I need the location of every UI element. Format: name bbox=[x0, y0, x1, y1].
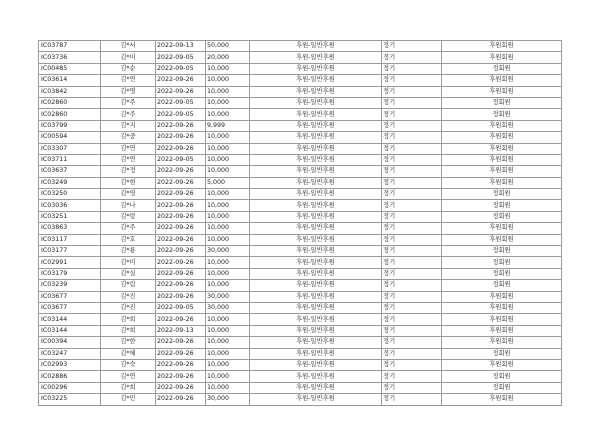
donor-name-cell: 김*진 bbox=[101, 291, 156, 302]
donation-date-cell: 2022-09-26 bbox=[156, 132, 206, 143]
member-type-cell: 정회원 bbox=[442, 280, 562, 291]
table-row bbox=[39, 291, 562, 302]
donor-id-cell: IC03144 bbox=[39, 325, 101, 336]
donation-category-cell: 후원-일반후원 bbox=[250, 200, 382, 211]
donor-id-cell: IC02886 bbox=[39, 371, 101, 382]
donor-name-cell: 김*호 bbox=[101, 234, 156, 245]
member-type-cell: 정회원 bbox=[442, 268, 562, 279]
member-type-cell: 후원회원 bbox=[442, 75, 562, 86]
table-row bbox=[39, 41, 562, 52]
donation-date-cell: 2022-09-26 bbox=[156, 257, 206, 268]
donation-amount-cell: 10,000 bbox=[206, 268, 250, 279]
member-type-cell: 후원회원 bbox=[442, 325, 562, 336]
donation-amount-cell: 10,000 bbox=[206, 109, 250, 120]
table-row bbox=[39, 143, 562, 154]
donation-cycle-cell: 정기 bbox=[382, 132, 442, 143]
table-row bbox=[39, 268, 562, 279]
donor-id-cell: IC03249 bbox=[39, 177, 101, 188]
donation-category-cell: 후원-일반후원 bbox=[250, 97, 382, 108]
table-row bbox=[39, 325, 562, 336]
donor-id-cell: IC03250 bbox=[39, 189, 101, 200]
table-row bbox=[39, 337, 562, 348]
donation-amount-cell: 10,000 bbox=[206, 359, 250, 370]
donor-name-cell: 김*현 bbox=[101, 177, 156, 188]
donor-name-cell: 김*주 bbox=[101, 109, 156, 120]
donor-name-cell: 김*미 bbox=[101, 52, 156, 63]
donation-cycle-cell: 정기 bbox=[382, 52, 442, 63]
donation-category-cell: 후원-일반후원 bbox=[250, 394, 382, 405]
donor-name-cell: 김*희 bbox=[101, 325, 156, 336]
donation-date-cell: 2022-09-05 bbox=[156, 109, 206, 120]
donation-date-cell: 2022-09-26 bbox=[156, 382, 206, 393]
table-row bbox=[39, 132, 562, 143]
donation-date-cell: 2022-09-26 bbox=[156, 348, 206, 359]
donation-cycle-cell: 정기 bbox=[382, 109, 442, 120]
donation-amount-cell: 10,000 bbox=[206, 223, 250, 234]
donation-category-cell: 후원-일반후원 bbox=[250, 120, 382, 131]
donation-cycle-cell: 정기 bbox=[382, 359, 442, 370]
donor-id-cell: IC02993 bbox=[39, 359, 101, 370]
donation-date-cell: 2022-09-26 bbox=[156, 246, 206, 257]
donation-amount-cell: 30,000 bbox=[206, 291, 250, 302]
donor-name-cell: 김*나 bbox=[101, 200, 156, 211]
donation-category-cell: 후원-일반후원 bbox=[250, 75, 382, 86]
donation-amount-cell: 10,000 bbox=[206, 337, 250, 348]
donation-cycle-cell: 정기 bbox=[382, 223, 442, 234]
donation-amount-cell: 9,999 bbox=[206, 120, 250, 131]
donor-id-cell: IC03799 bbox=[39, 120, 101, 131]
donation-amount-cell: 10,000 bbox=[206, 348, 250, 359]
donation-category-cell: 후원-일반후원 bbox=[250, 189, 382, 200]
donation-category-cell: 후원-일반후원 bbox=[250, 86, 382, 97]
donor-id-cell: IC03637 bbox=[39, 166, 101, 177]
donor-name-cell: 김*서 bbox=[101, 41, 156, 52]
donor-name-cell: 김*랑 bbox=[101, 211, 156, 222]
donation-category-cell: 후원-일반후원 bbox=[250, 314, 382, 325]
donation-amount-cell: 10,000 bbox=[206, 371, 250, 382]
table-row bbox=[39, 223, 562, 234]
donor-id-cell: IC03117 bbox=[39, 234, 101, 245]
donor-name-cell: 김*미 bbox=[101, 257, 156, 268]
donation-category-cell: 후원-일반후원 bbox=[250, 166, 382, 177]
member-type-cell: 정회원 bbox=[442, 109, 562, 120]
donor-id-cell: IC03247 bbox=[39, 348, 101, 359]
donor-id-cell: IC03677 bbox=[39, 291, 101, 302]
donation-category-cell: 후원-일반후원 bbox=[250, 371, 382, 382]
member-type-cell: 후원회원 bbox=[442, 41, 562, 52]
donor-id-cell: IC03251 bbox=[39, 211, 101, 222]
table-row bbox=[39, 211, 562, 222]
donor-id-cell: IC03036 bbox=[39, 200, 101, 211]
donation-date-cell: 2022-09-26 bbox=[156, 166, 206, 177]
donation-amount-cell: 10,000 bbox=[206, 132, 250, 143]
member-type-cell: 정회원 bbox=[442, 200, 562, 211]
donation-amount-cell: 30,000 bbox=[206, 302, 250, 313]
donation-table bbox=[38, 40, 562, 406]
donor-name-cell: 김*지 bbox=[101, 120, 156, 131]
table-row bbox=[39, 63, 562, 74]
table-row bbox=[39, 97, 562, 108]
donation-category-cell: 후원-일반후원 bbox=[250, 246, 382, 257]
member-type-cell: 후원회원 bbox=[442, 302, 562, 313]
member-type-cell: 후원회원 bbox=[442, 154, 562, 165]
donor-name-cell: 김*주 bbox=[101, 223, 156, 234]
donation-date-cell: 2022-09-26 bbox=[156, 280, 206, 291]
donor-name-cell: 김*연 bbox=[101, 154, 156, 165]
donation-category-cell: 후원-일반후원 bbox=[250, 52, 382, 63]
donation-cycle-cell: 정기 bbox=[382, 97, 442, 108]
donation-date-cell: 2022-09-26 bbox=[156, 291, 206, 302]
donation-date-cell: 2022-09-05 bbox=[156, 97, 206, 108]
donor-id-cell: IC03614 bbox=[39, 75, 101, 86]
member-type-cell: 후원회원 bbox=[442, 120, 562, 131]
donation-date-cell: 2022-09-26 bbox=[156, 177, 206, 188]
donation-date-cell: 2022-09-05 bbox=[156, 302, 206, 313]
donation-cycle-cell: 정기 bbox=[382, 302, 442, 313]
donation-amount-cell: 10,000 bbox=[206, 314, 250, 325]
donation-amount-cell: 5,000 bbox=[206, 177, 250, 188]
donation-category-cell: 후원-일반후원 bbox=[250, 291, 382, 302]
member-type-cell: 정회원 bbox=[442, 211, 562, 222]
member-type-cell: 정회원 bbox=[442, 257, 562, 268]
member-type-cell: 정회원 bbox=[442, 348, 562, 359]
donation-cycle-cell: 정기 bbox=[382, 348, 442, 359]
donor-name-cell: 김*한 bbox=[101, 337, 156, 348]
table-row bbox=[39, 86, 562, 97]
member-type-cell: 후원회원 bbox=[442, 314, 562, 325]
member-type-cell: 후원회원 bbox=[442, 337, 562, 348]
table-row bbox=[39, 394, 562, 405]
donation-cycle-cell: 정기 bbox=[382, 200, 442, 211]
donor-name-cell: 김*혜 bbox=[101, 348, 156, 359]
donation-category-cell: 후원-일반후원 bbox=[250, 177, 382, 188]
donor-name-cell: 김*룡 bbox=[101, 246, 156, 257]
table-row bbox=[39, 314, 562, 325]
member-type-cell: 정회원 bbox=[442, 382, 562, 393]
member-type-cell: 후원회원 bbox=[442, 166, 562, 177]
donor-name-cell: 김*숙 bbox=[101, 359, 156, 370]
member-type-cell: 후원회원 bbox=[442, 291, 562, 302]
table-row bbox=[39, 359, 562, 370]
member-type-cell: 후원회원 bbox=[442, 394, 562, 405]
table-row bbox=[39, 177, 562, 188]
donation-category-cell: 후원-일반후원 bbox=[250, 280, 382, 291]
donation-category-cell: 후원-일반후원 bbox=[250, 223, 382, 234]
donation-date-cell: 2022-09-05 bbox=[156, 154, 206, 165]
donation-amount-cell: 10,000 bbox=[206, 382, 250, 393]
donation-cycle-cell: 정기 bbox=[382, 75, 442, 86]
member-type-cell: 정회원 bbox=[442, 189, 562, 200]
donation-category-cell: 후원-일반후원 bbox=[250, 41, 382, 52]
table-row bbox=[39, 382, 562, 393]
donation-cycle-cell: 정기 bbox=[382, 280, 442, 291]
donor-name-cell: 김*림 bbox=[101, 280, 156, 291]
donation-category-cell: 후원-일반후원 bbox=[250, 382, 382, 393]
member-type-cell: 후원회원 bbox=[442, 359, 562, 370]
donation-cycle-cell: 정기 bbox=[382, 41, 442, 52]
donation-cycle-cell: 정기 bbox=[382, 371, 442, 382]
donation-amount-cell: 10,000 bbox=[206, 200, 250, 211]
table-row bbox=[39, 109, 562, 120]
donation-category-cell: 후원-일반후원 bbox=[250, 348, 382, 359]
member-type-cell: 정회원 bbox=[442, 246, 562, 257]
donation-cycle-cell: 정기 bbox=[382, 211, 442, 222]
table-row bbox=[39, 154, 562, 165]
donation-amount-cell: 10,000 bbox=[206, 154, 250, 165]
donor-name-cell: 김*영 bbox=[101, 189, 156, 200]
donation-cycle-cell: 정기 bbox=[382, 63, 442, 74]
donor-id-cell: IC00394 bbox=[39, 337, 101, 348]
member-type-cell: 후원회원 bbox=[442, 223, 562, 234]
donation-table-body bbox=[39, 41, 562, 406]
donation-cycle-cell: 정기 bbox=[382, 246, 442, 257]
donor-id-cell: IC02860 bbox=[39, 109, 101, 120]
donation-cycle-cell: 정기 bbox=[382, 120, 442, 131]
donation-amount-cell: 10,000 bbox=[206, 325, 250, 336]
donor-name-cell: 김*실 bbox=[101, 268, 156, 279]
donation-cycle-cell: 정기 bbox=[382, 177, 442, 188]
donor-id-cell: IC03225 bbox=[39, 394, 101, 405]
donation-amount-cell: 10,000 bbox=[206, 280, 250, 291]
donation-cycle-cell: 정기 bbox=[382, 337, 442, 348]
donation-date-cell: 2022-09-13 bbox=[156, 41, 206, 52]
donation-amount-cell: 10,000 bbox=[206, 189, 250, 200]
donation-amount-cell: 50,000 bbox=[206, 41, 250, 52]
donor-id-cell: IC03144 bbox=[39, 314, 101, 325]
donor-name-cell: 김*중 bbox=[101, 132, 156, 143]
donation-cycle-cell: 정기 bbox=[382, 166, 442, 177]
donation-cycle-cell: 정기 bbox=[382, 382, 442, 393]
donor-id-cell: IC03177 bbox=[39, 246, 101, 257]
donation-amount-cell: 30,000 bbox=[206, 394, 250, 405]
donor-id-cell: IC03736 bbox=[39, 52, 101, 63]
donor-name-cell: 김*연 bbox=[101, 75, 156, 86]
donor-name-cell: 김*연 bbox=[101, 143, 156, 154]
donation-date-cell: 2022-09-13 bbox=[156, 325, 206, 336]
donation-date-cell: 2022-09-26 bbox=[156, 211, 206, 222]
table-row bbox=[39, 120, 562, 131]
donor-name-cell: 김*순 bbox=[101, 63, 156, 74]
table-row bbox=[39, 246, 562, 257]
donation-cycle-cell: 정기 bbox=[382, 143, 442, 154]
donation-cycle-cell: 정기 bbox=[382, 257, 442, 268]
donation-cycle-cell: 정기 bbox=[382, 154, 442, 165]
table-row bbox=[39, 166, 562, 177]
donation-record-document bbox=[38, 40, 561, 406]
donor-name-cell: 김*연 bbox=[101, 371, 156, 382]
donor-id-cell: IC02860 bbox=[39, 97, 101, 108]
donation-date-cell: 2022-09-26 bbox=[156, 223, 206, 234]
donation-amount-cell: 10,000 bbox=[206, 97, 250, 108]
member-type-cell: 후원회원 bbox=[442, 234, 562, 245]
donor-name-cell: 김*주 bbox=[101, 97, 156, 108]
donation-cycle-cell: 정기 bbox=[382, 314, 442, 325]
donation-date-cell: 2022-09-26 bbox=[156, 268, 206, 279]
donation-category-cell: 후원-일반후원 bbox=[250, 132, 382, 143]
donor-name-cell: 김*정 bbox=[101, 166, 156, 177]
donor-id-cell: IC03787 bbox=[39, 41, 101, 52]
donation-category-cell: 후원-일반후원 bbox=[250, 359, 382, 370]
donor-id-cell: IC03863 bbox=[39, 223, 101, 234]
donation-amount-cell: 10,000 bbox=[206, 257, 250, 268]
donor-id-cell: IC00485 bbox=[39, 63, 101, 74]
donation-cycle-cell: 정기 bbox=[382, 394, 442, 405]
donation-date-cell: 2022-09-26 bbox=[156, 359, 206, 370]
donation-cycle-cell: 정기 bbox=[382, 268, 442, 279]
donation-amount-cell: 10,000 bbox=[206, 75, 250, 86]
donation-category-cell: 후원-일반후원 bbox=[250, 268, 382, 279]
donation-date-cell: 2022-09-26 bbox=[156, 200, 206, 211]
donation-date-cell: 2022-09-26 bbox=[156, 314, 206, 325]
member-type-cell: 정회원 bbox=[442, 371, 562, 382]
donor-name-cell: 김*희 bbox=[101, 382, 156, 393]
donor-name-cell: 김*진 bbox=[101, 302, 156, 313]
table-row bbox=[39, 234, 562, 245]
donation-cycle-cell: 정기 bbox=[382, 189, 442, 200]
donation-date-cell: 2022-09-26 bbox=[156, 234, 206, 245]
member-type-cell: 정회원 bbox=[442, 63, 562, 74]
donation-amount-cell: 30,000 bbox=[206, 246, 250, 257]
donation-amount-cell: 10,000 bbox=[206, 143, 250, 154]
donation-category-cell: 후원-일반후원 bbox=[250, 302, 382, 313]
donation-amount-cell: 10,000 bbox=[206, 211, 250, 222]
donor-id-cell: IC03239 bbox=[39, 280, 101, 291]
donation-amount-cell: 10,000 bbox=[206, 166, 250, 177]
table-row bbox=[39, 189, 562, 200]
member-type-cell: 후원회원 bbox=[442, 132, 562, 143]
donation-date-cell: 2022-09-26 bbox=[156, 337, 206, 348]
table-row bbox=[39, 257, 562, 268]
table-row bbox=[39, 302, 562, 313]
donation-category-cell: 후원-일반후원 bbox=[250, 109, 382, 120]
donation-date-cell: 2022-09-05 bbox=[156, 63, 206, 74]
donor-id-cell: IC00594 bbox=[39, 132, 101, 143]
table-row bbox=[39, 280, 562, 291]
donation-date-cell: 2022-09-26 bbox=[156, 86, 206, 97]
donation-date-cell: 2022-09-26 bbox=[156, 394, 206, 405]
donation-cycle-cell: 정기 bbox=[382, 86, 442, 97]
donation-category-cell: 후원-일반후원 bbox=[250, 211, 382, 222]
donation-category-cell: 후원-일반후원 bbox=[250, 257, 382, 268]
donor-id-cell: IC00296 bbox=[39, 382, 101, 393]
member-type-cell: 후원회원 bbox=[442, 52, 562, 63]
donation-date-cell: 2022-09-26 bbox=[156, 143, 206, 154]
donation-date-cell: 2022-09-26 bbox=[156, 120, 206, 131]
donation-category-cell: 후원-일반후원 bbox=[250, 337, 382, 348]
donation-amount-cell: 10,000 bbox=[206, 234, 250, 245]
table-row bbox=[39, 75, 562, 86]
member-type-cell: 후원회원 bbox=[442, 143, 562, 154]
donation-category-cell: 후원-일반후원 bbox=[250, 234, 382, 245]
donation-cycle-cell: 정기 bbox=[382, 291, 442, 302]
table-row bbox=[39, 52, 562, 63]
donor-name-cell: 김*민 bbox=[101, 394, 156, 405]
donation-amount-cell: 20,000 bbox=[206, 52, 250, 63]
donation-date-cell: 2022-09-26 bbox=[156, 189, 206, 200]
member-type-cell: 후원회원 bbox=[442, 177, 562, 188]
donor-id-cell: IC03677 bbox=[39, 302, 101, 313]
table-row bbox=[39, 348, 562, 359]
donor-name-cell: 김*명 bbox=[101, 86, 156, 97]
table-row bbox=[39, 371, 562, 382]
table-row bbox=[39, 200, 562, 211]
donor-id-cell: IC03711 bbox=[39, 154, 101, 165]
donation-date-cell: 2022-09-26 bbox=[156, 75, 206, 86]
member-type-cell: 후원회원 bbox=[442, 86, 562, 97]
donation-category-cell: 후원-일반후원 bbox=[250, 325, 382, 336]
donation-category-cell: 후원-일반후원 bbox=[250, 143, 382, 154]
donor-name-cell: 김*희 bbox=[101, 314, 156, 325]
donation-category-cell: 후원-일반후원 bbox=[250, 154, 382, 165]
donation-date-cell: 2022-09-05 bbox=[156, 52, 206, 63]
donor-id-cell: IC02991 bbox=[39, 257, 101, 268]
donation-date-cell: 2022-09-26 bbox=[156, 371, 206, 382]
donation-amount-cell: 10,000 bbox=[206, 63, 250, 74]
donation-cycle-cell: 정기 bbox=[382, 234, 442, 245]
donation-category-cell: 후원-일반후원 bbox=[250, 63, 382, 74]
donor-id-cell: IC03842 bbox=[39, 86, 101, 97]
donor-id-cell: IC03307 bbox=[39, 143, 101, 154]
donation-amount-cell: 10,000 bbox=[206, 86, 250, 97]
member-type-cell: 정회원 bbox=[442, 97, 562, 108]
donor-id-cell: IC03179 bbox=[39, 268, 101, 279]
donation-cycle-cell: 정기 bbox=[382, 325, 442, 336]
